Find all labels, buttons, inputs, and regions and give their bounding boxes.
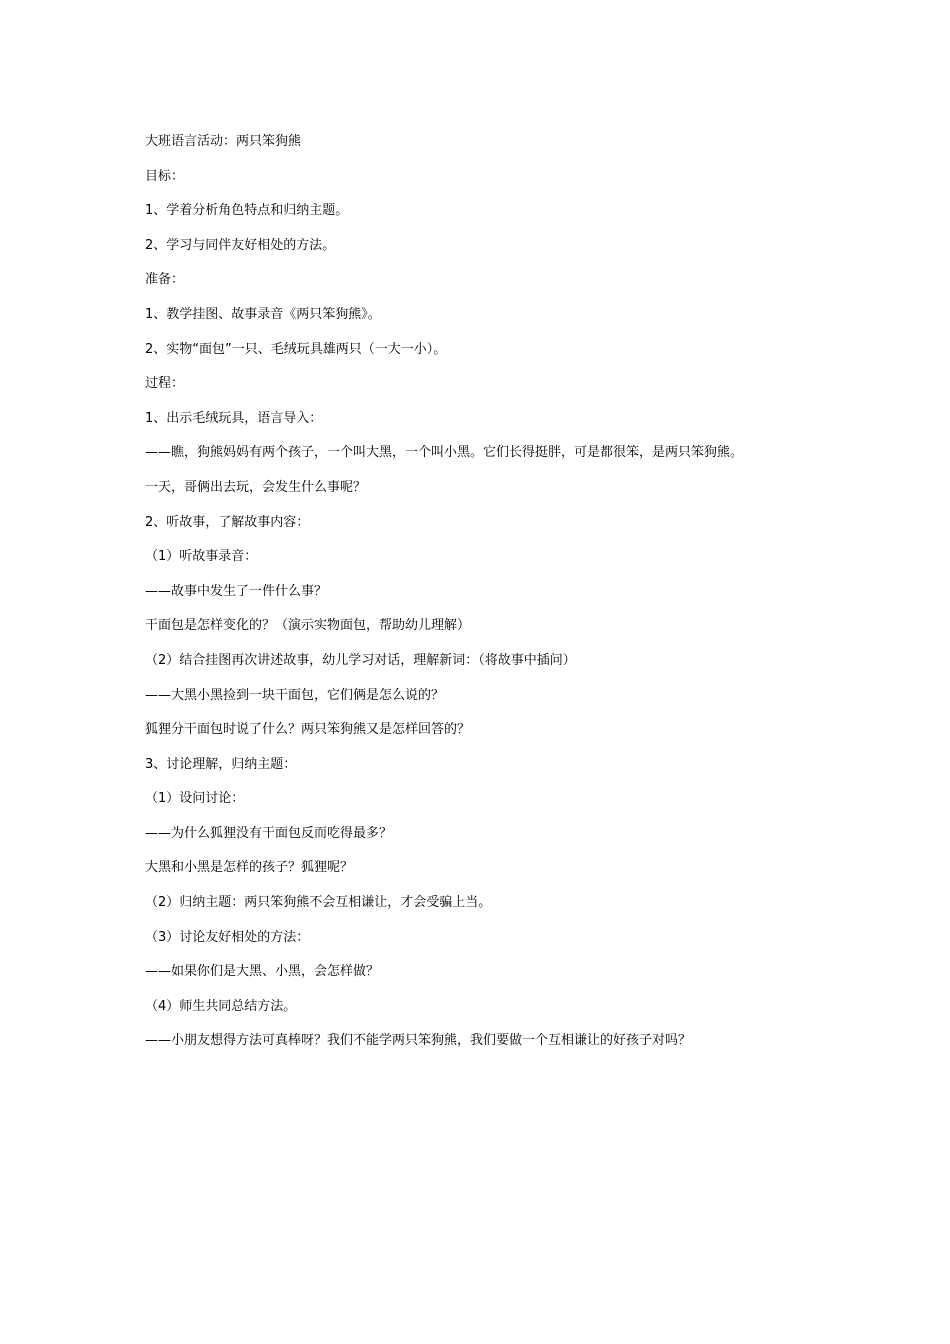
document-body (145, 125, 825, 1059)
section-heading-preparation: 准备： (145, 272, 185, 288)
text-line: 一天，哥俩出去玩，会发生什么事呢？ (145, 479, 367, 495)
text-line: 1、教学挂图、故事录音《两只笨狗熊》。 (145, 306, 381, 322)
text-line: ——瞧，狗熊妈妈有两个孩子，一个叫大黑，一个叫小黑。它们长得挺胖，可是都很笨，是两只笨狗熊。 (145, 445, 744, 461)
document-title: 大班语言活动：两只笨狗熊 (145, 134, 302, 149)
text-line: ——为什么狐狸没有干面包反而吃得最多？ (145, 825, 393, 841)
text-line: 狐狸分干面包时说了什么？两只笨狗熊又是怎样回答的？ (145, 722, 471, 738)
section-heading-goals: 目标： (145, 168, 185, 184)
text-line: ——小朋友想得方法可真棒呀？我们不能学两只笨狗熊，我们要做一个互相谦让的好孩子对吗？ (145, 1033, 692, 1049)
text-line: （2）归纳主题：两只笨狗熊不会互相谦让，才会受骗上当。 (145, 895, 492, 911)
text-line: （1）设问讨论： (145, 791, 245, 807)
text-line: ——大黑小黑捡到一块干面包，它们俩是怎么说的？ (145, 687, 445, 703)
section-heading-process: 过程： (145, 376, 185, 392)
text-line: ——故事中发生了一件什么事？ (145, 583, 328, 599)
text-line: ——如果你们是大黑、小黑，会怎样做？ (145, 964, 380, 980)
text-line: 干面包是怎样变化的？（演示实物面包，帮助幼儿理解） (145, 618, 471, 634)
text-line: 2、实物“面包”一只、毛绒玩具雄两只（一大一小）。 (145, 341, 447, 357)
text-line: 大黑和小黑是怎样的孩子？狐狸呢？ (145, 860, 354, 876)
text-line: （3）讨论友好相处的方法： (145, 929, 310, 945)
text-line: 1、学着分析角色特点和归纳主题。 (145, 203, 349, 219)
text-line: （4）师生共同总结方法。 (145, 998, 297, 1014)
text-line: （1）听故事录音： (145, 549, 258, 565)
text-line: 1、出示毛绒玩具，语言导入： (145, 410, 323, 426)
text-line: （2）结合挂图再次讲述故事，幼儿学习对话，理解新词：（将故事中插问） (145, 652, 576, 668)
text-line: 3、讨论理解，归纳主题： (145, 756, 297, 772)
text-line: 2、学习与同伴友好相处的方法。 (145, 237, 336, 253)
text-line: 2、听故事，了解故事内容： (145, 514, 310, 530)
